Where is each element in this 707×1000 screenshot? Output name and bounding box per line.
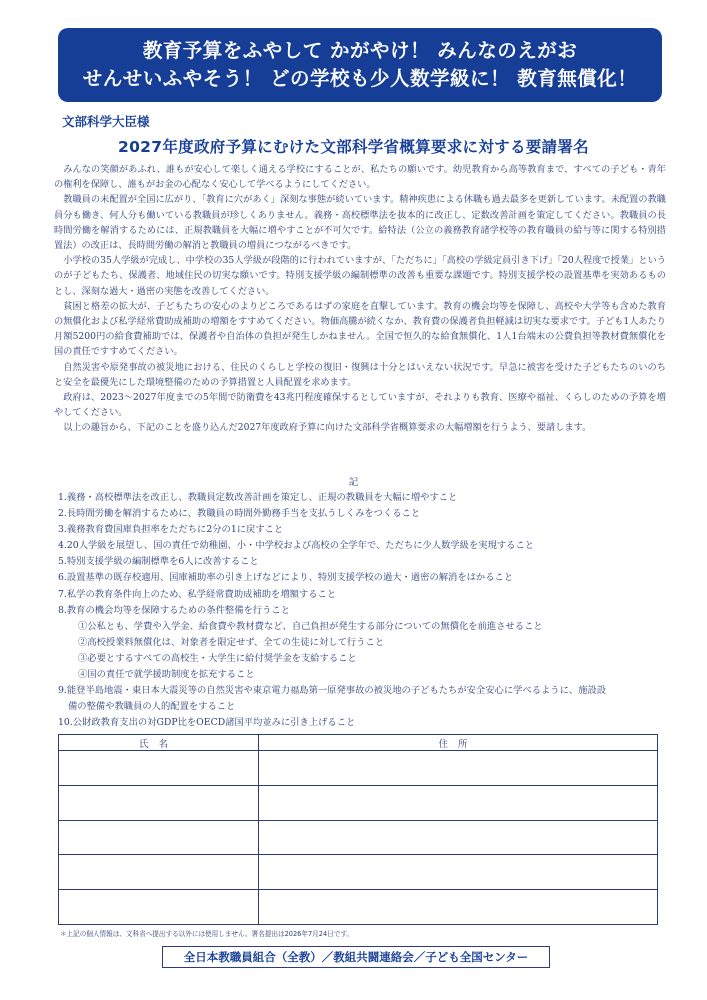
petition-title: 2027年度政府予算にむけた文部科学省概算要求に対する要請署名 (118, 138, 589, 156)
demand-item: 6.設置基準の既存校適用、国庫補助率の引き上げなどにより、特別支援学校の過大・過密の解消をはかること (58, 572, 514, 584)
demand-subitem: ③必要とするすべての高校生・大学生に給付奨学金を支給すること (78, 652, 357, 664)
name-cell[interactable] (59, 855, 259, 890)
demand-item: 9.能登半島地震・東日本大震災等の自然災害や東京電力福島第一原発事故の被災地の子どもたちが安全安心に学べるように、施設設 (58, 685, 607, 697)
signature-row (59, 820, 658, 855)
banner-line-1: 教育予算をふやして かがやけ！ みんなのえがお (142, 39, 578, 62)
address-column-header: 住所 (259, 735, 658, 751)
demand-item: 1.義務・高校標準法を改正し、教職員定数改善計画を策定し、正規の教職員を大幅に増やすこと (58, 492, 458, 503)
name-cell[interactable] (59, 785, 259, 820)
demand-item: 10.公財政教育支出の対GDP比をOECD諸国平均並みに引き上げること (58, 717, 356, 729)
name-cell[interactable] (59, 820, 259, 855)
demand-item: 8.教育の機会均等を保障するための条件整備を行うこと (58, 604, 290, 616)
demand-subitem: ①公私とも、学費や入学金、給食費や教材費など、自己負担が発生する部分についての無償化を前進させること (78, 620, 543, 632)
ki-heading: 記 (348, 477, 359, 488)
signature-row (59, 751, 658, 786)
demand-item: 備の整備や教職員の人的配置をすること (68, 701, 236, 713)
banner-line-2: せんせいふやそう！ どの学校も少人数学級に！ 教育無償化！ (82, 67, 638, 90)
signature-row (59, 785, 658, 820)
address-cell[interactable] (259, 890, 658, 925)
address-cell[interactable] (259, 785, 658, 820)
address-cell[interactable] (259, 820, 658, 855)
demand-item: 7.私学の教育条件向上のため、私学経常費助成補助を増額すること (58, 588, 337, 600)
petition-body (54, 162, 666, 436)
name-cell[interactable] (59, 751, 259, 786)
signature-row (59, 855, 658, 890)
demands-list (58, 490, 668, 731)
privacy-footnote: ＊上記の個人情報は、文科省へ提出する以外には使用しません。署名提出は2026年7月24日です。 (60, 930, 353, 938)
header-banner (58, 28, 662, 102)
paragraph: みんなの笑顔があふれ、誰もが安心して楽しく通える学校にすることが、私たちの願いです。幼児教育から高等教育まで、すべての子ども・青年の権利を保障し、誰もがお金の心配なく安心して学べるようにしてください。 (54, 164, 666, 191)
paragraph: 自然災害や原発事故の被災地における、住民のくらしと学校の復旧・復興は十分とはいえない状況です。早急に被害を受けた子どもたちのいのちと安全を最優先にした環境整備のための予算措置と人員配置を求めます。 (54, 361, 666, 388)
paragraph: 政府は、2023～2027年度までの5年間で防衛費を43兆円程度確保するとしていますが、それよりも教育、医療や福祉、くらしのための予算を増やしてください。 (54, 392, 666, 419)
paragraph: 小学校の35人学級が完成し、中学校の35人学級が段階的に行われていますが、「ただちに」「高校の学級定員引き下げ」「20人程度で授業」というのが子どもたち、保護者、地域住民の切実な願いです。特別支援学級の編制標準の改善も重要な課題です。特別支援学校の設置基準を実効あるものとし、深刻な過大・過密の実態を改善してください。 (54, 255, 666, 297)
address-cell[interactable] (259, 751, 658, 786)
demand-item: 4.20人学級を展望し、国の責任で幼稚園、小・中学校および高校の全学年で、ただちに少人数学級を実現すること (58, 540, 535, 552)
name-cell[interactable] (59, 890, 259, 925)
paragraph: 以上の趣旨から、下記のことを盛り込んだ2027年度政府予算に向けた文部科学省概算要求の大幅増額を行うよう、要請します。 (63, 422, 592, 434)
address-cell[interactable] (259, 855, 658, 890)
demand-item: 5.特別支援学級の編制標準を6人に改善すること (58, 556, 259, 568)
name-column-header: 氏名 (59, 735, 259, 751)
signature-row (59, 890, 658, 925)
signature-rows (59, 751, 658, 925)
addressee: 文部科学大臣様 (62, 114, 150, 129)
demand-item: 3.義務教育費国庫負担率をただちに2分の1に戻すこと (58, 524, 284, 536)
paragraph: 貧困と格差の拡大が、子どもたちの安心のよりどころであるはずの家庭を直撃しています。教育の機会均等を保障し、高校や大学等も含めた教育の無償化および私学経常費助成補助の増額をすすめてください。物価高騰が続くなか、教育費の保護者負担軽減は切実な要求です。子ども1人あたり月額5200円の給食費補助では、保護者や自治体の負担が発生しかねません。全国で恒久的な給食無償化、1人1台端末の公費負担等教材費無償化を国の責任ですすめてください。 (54, 300, 666, 358)
paragraph: 教職員の未配置が全国に広がり、「教育に穴があく」深刻な事態が続いています。精神疾患による休職も過去最多を更新しています。未配置の教職員分も働き、何人分も働いている教職員が珍しくありません。義務・高校標準法を抜本的に改正し、定数改善計画を策定してください。教職員の長時間労働を解消するためには、正規教職員を大幅に増やすことが不可欠です。給特法（公立の義務教育諸学校等の教育職員の給与等に関する特別措置法）の改正は、長時間労働の解消と教職員の増員につながるべきです。 (54, 194, 666, 252)
demand-subitem: ④国の責任で就学援助制度を拡充すること (78, 669, 255, 681)
demand-subitem: ②高校授業料無償化は、対象者を限定せず、全ての生徒に対して行うこと (78, 636, 385, 648)
signature-table (58, 734, 658, 925)
demand-item: 2.長時間労働を解消するために、教職員の時間外勤務手当を支払うしくみをつくること (58, 508, 421, 520)
organizations-box: 全日本教職員組合（全教）／教組共闘連絡会／子ども全国センター (162, 946, 550, 968)
